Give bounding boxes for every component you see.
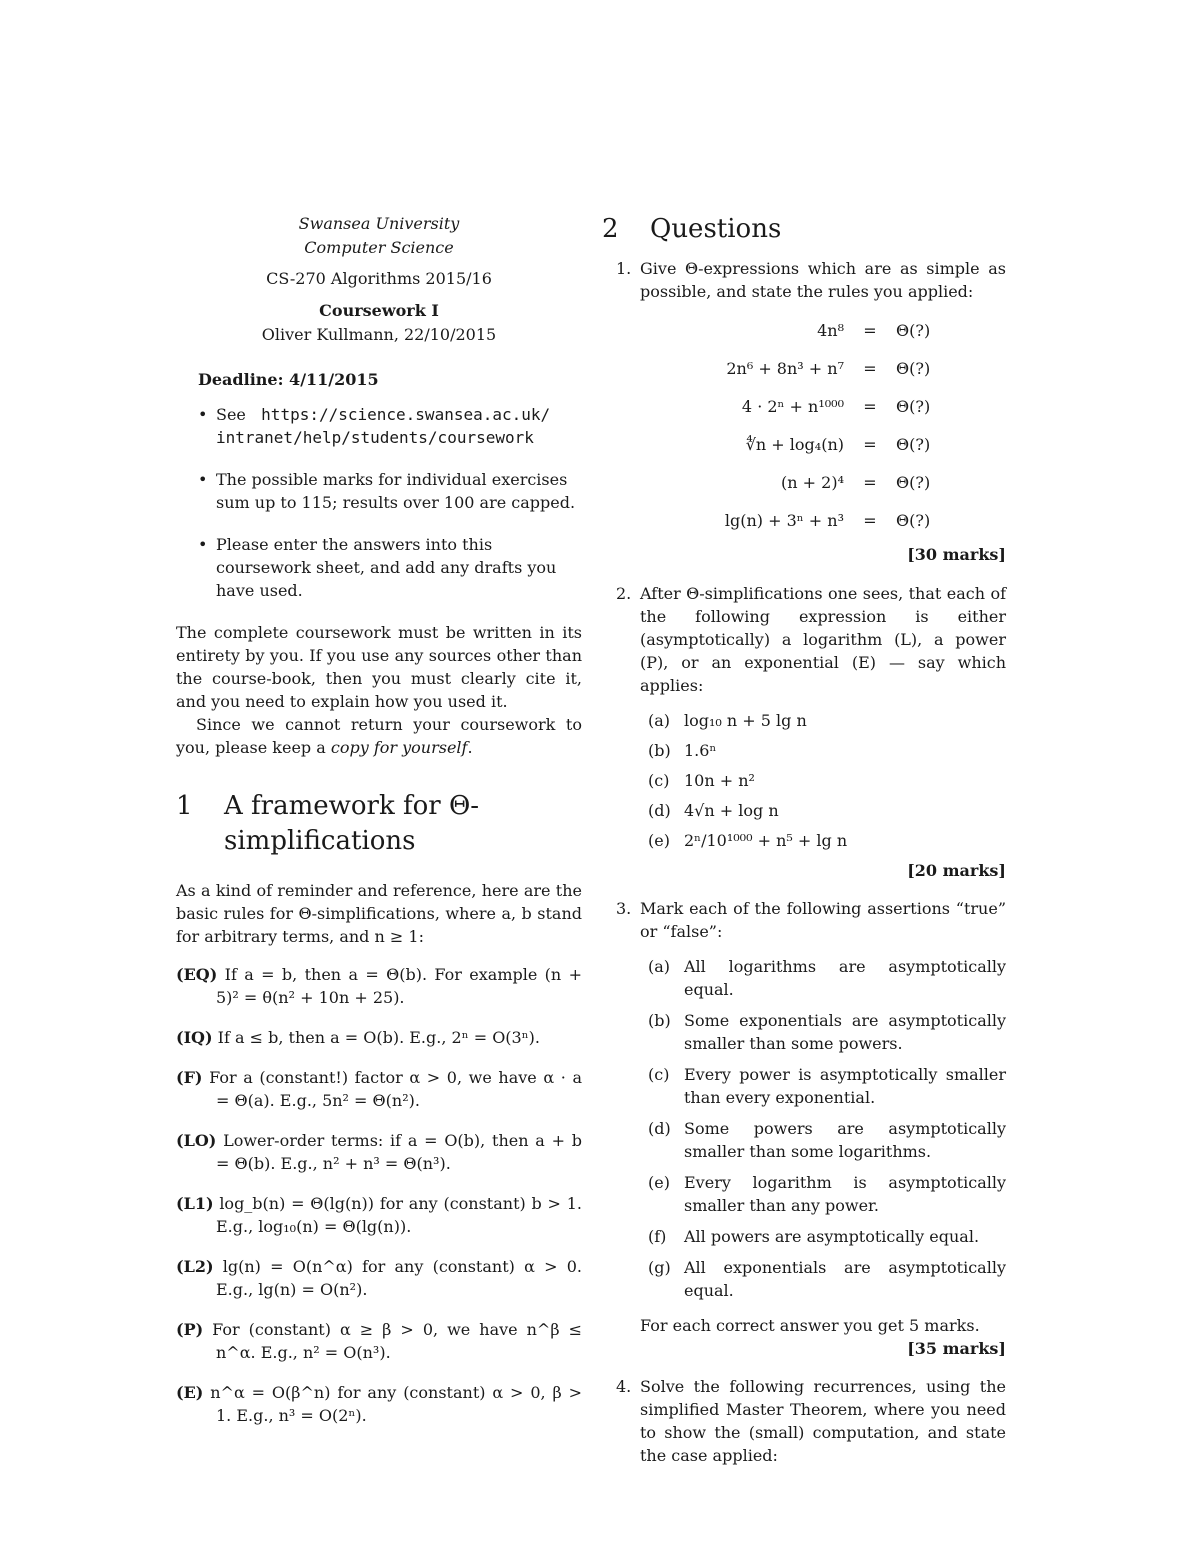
item-label: (g) [648, 1258, 671, 1277]
coursework-url-line1[interactable]: https://science.swansea.ac.uk/ [261, 405, 551, 424]
item-label: (b) [648, 741, 671, 760]
question-1-text: Give Θ-expressions which are as simple as possible, and state the rules you applied: [640, 259, 1006, 301]
item-text: All logarithms are asymptotically equal. [684, 957, 1006, 999]
equation-row [664, 501, 930, 539]
equation-rhs: Θ(?) [896, 434, 931, 454]
rule-tag: (F) [176, 1068, 203, 1087]
item-text: 4√n + log n [684, 801, 779, 820]
section-2-title: Questions [650, 214, 782, 244]
rule-f [176, 1066, 582, 1112]
question-3-text: Mark each of the following assertions “true” or “false”: [640, 899, 1006, 941]
list-item [640, 1256, 1006, 1302]
rule-iq [176, 1026, 582, 1049]
list-item [640, 829, 1006, 852]
equation-lhs: 2n⁶ + 8n³ + n⁷ [726, 358, 844, 378]
question-1 [602, 257, 1006, 303]
equation-rhs: Θ(?) [896, 396, 931, 416]
item-label: (e) [648, 1173, 670, 1192]
question-3 [602, 897, 1006, 1337]
rule-text: Lower-order terms: if a = O(b), then a + b = Θ(b). E.g., n² + n³ = Θ(n³). [216, 1131, 582, 1173]
rule-text: log_b(n) = Θ(lg(n)) for any (constant) b > 1. E.g., log₁₀(n) = Θ(lg(n)). [216, 1194, 582, 1236]
section-1-intro: As a kind of reminder and reference, here are the basic rules for Θ-simplifications, where a, b stand for arbitrary terms, and n ≥ 1: [176, 881, 582, 946]
item-label: (c) [648, 1065, 670, 1084]
rule-text: n^α = O(β^n) for any (constant) α > 0, β > 1. E.g., n³ = O(2ⁿ). [210, 1383, 583, 1425]
course-name: CS-270 Algorithms 2015/16 [266, 269, 492, 288]
equation-op: = [863, 396, 877, 416]
item-text: Every power is asymptotically smaller than every exponential. [684, 1065, 1006, 1107]
list-item [640, 769, 1006, 792]
equation-rhs: Θ(?) [896, 358, 931, 378]
equation-lhs: lg(n) + 3ⁿ + n³ [724, 510, 844, 530]
bullet-marks: • The possible marks for individual exercises sum up to 115; results over 100 are capped. [198, 468, 582, 514]
equation-rhs: Θ(?) [896, 510, 931, 530]
rule-tag: (L1) [176, 1194, 214, 1213]
info-bullets [198, 403, 582, 602]
equation-op: = [863, 434, 877, 454]
rules-list [176, 963, 582, 1427]
university-name: Swansea University [298, 214, 460, 233]
list-item [640, 709, 1006, 732]
rule-text: For (constant) α ≥ β > 0, we have n^β ≤ n^α. E.g., n² = O(n³). [212, 1320, 582, 1362]
item-label: (a) [648, 711, 671, 730]
question-4-text: Solve the following recurrences, using the simplified Master Theorem, where you need to show the (small) computation, and state the case applied: [640, 1377, 1006, 1465]
item-text: 2ⁿ/10¹⁰⁰⁰ + n⁵ + lg n [684, 831, 848, 850]
equation-op: = [863, 358, 877, 378]
rule-tag: (EQ) [176, 965, 218, 984]
list-item [640, 1171, 1006, 1217]
equation-op: = [863, 472, 877, 492]
bullet-see [198, 403, 582, 449]
section-2-number: 2 [602, 214, 619, 244]
coursework-url-line2[interactable]: intranet/help/students/coursework [216, 428, 534, 447]
item-text: All exponentials are asymptotically equal. [684, 1258, 1006, 1300]
intro-paragraph-1: The complete coursework must be written in its entirety by you. If you use any sources other than the course-book, then you must clearly cite it, and you need to explain how you used it. [176, 623, 582, 711]
intro-paragraph-2 [176, 713, 582, 759]
rule-eq [176, 963, 582, 1009]
equation-row [664, 311, 930, 349]
question-2-marks: [20 marks] [907, 861, 1006, 880]
item-label: (b) [648, 1011, 671, 1030]
question-1-marks: [30 marks] [907, 545, 1006, 564]
list-item [640, 1117, 1006, 1163]
rule-text: lg(n) = O(n^α) for any (constant) α > 0. E.g., lg(n) = O(n²). [216, 1257, 582, 1299]
section-1-heading [176, 789, 582, 859]
item-text: Some powers are asymptotically smaller than some logarithms. [684, 1119, 1006, 1161]
equation-rhs: Θ(?) [896, 472, 931, 492]
department-name: Computer Science [304, 238, 454, 257]
item-label: (d) [648, 801, 671, 820]
rule-text: If a ≤ b, then a = O(b). E.g., 2ⁿ = O(3ⁿ). [217, 1028, 540, 1047]
author-date: Oliver Kullmann, 22/10/2015 [261, 325, 497, 344]
item-text: 10n + n² [684, 771, 755, 790]
rule-tag: (LO) [176, 1131, 217, 1150]
question-number: 3. [616, 899, 632, 918]
rule-tag: (P) [176, 1320, 204, 1339]
rule-e [176, 1381, 582, 1427]
equation-op: = [863, 510, 877, 530]
title-block [176, 212, 582, 347]
bullet-enter: • Please enter the answers into this coursework sheet, and add any drafts you have used. [198, 533, 582, 602]
list-item [640, 1063, 1006, 1109]
rule-text: If a = b, then a = Θ(b). For example (n + 5)² = θ(n² + 10n + 25). [216, 965, 582, 1007]
section-1-number: 1 [176, 791, 193, 821]
item-label: (d) [648, 1119, 671, 1138]
question-2-text: After Θ-simplifications one sees, that each of the following expression is either (asymptotically) a logarithm (L), a power (P), or an exponential (E) — say which applies: [640, 584, 1006, 695]
list-item [640, 955, 1006, 1001]
equation-row [664, 463, 930, 501]
equation-lhs: 4 · 2ⁿ + n¹⁰⁰⁰ [741, 396, 844, 416]
question-3-items [640, 955, 1006, 1302]
item-text: log₁₀ n + 5 lg n [684, 711, 807, 730]
question-4 [602, 1375, 1006, 1467]
equation-row [664, 425, 930, 463]
question-number: 2. [616, 584, 632, 603]
rule-lo [176, 1129, 582, 1175]
item-label: (e) [648, 831, 670, 850]
list-item [640, 1009, 1006, 1055]
right-column [602, 212, 1006, 1467]
equation-lhs: ∜n + log₄(n) [745, 434, 844, 454]
rule-tag: (IQ) [176, 1028, 213, 1047]
equation-row [664, 349, 930, 387]
intro-p2-text: Since we cannot return your coursework to you, please keep a [176, 715, 582, 757]
rule-tag: (E) [176, 1383, 204, 1402]
left-column [176, 212, 582, 1444]
list-item [640, 1225, 1006, 1248]
equation-lhs: (n + 2)⁴ [781, 472, 844, 492]
equation-row [664, 387, 930, 425]
question-number: 4. [616, 1377, 632, 1396]
rule-tag: (L2) [176, 1257, 214, 1276]
question-3-marks: [35 marks] [907, 1339, 1006, 1358]
item-label: (c) [648, 771, 670, 790]
item-label: (a) [648, 957, 671, 976]
rule-p [176, 1318, 582, 1364]
deadline: Deadline: 4/11/2015 [198, 370, 379, 389]
question-number: 1. [616, 259, 632, 278]
item-text: 1.6ⁿ [684, 741, 717, 760]
item-label: (f) [648, 1227, 667, 1246]
item-text: All powers are asymptotically equal. [684, 1227, 980, 1246]
equation-rhs: Θ(?) [896, 320, 931, 340]
rule-text: For a (constant!) factor α > 0, we have α · a = Θ(a). E.g., 5n² = Θ(n²). [209, 1068, 582, 1110]
question-1-equations [664, 311, 930, 539]
item-text: Every logarithm is asymptotically smaller than any power. [684, 1173, 1006, 1215]
list-item [640, 739, 1006, 762]
equation-op: = [863, 320, 877, 340]
see-label: See [216, 405, 246, 424]
question-3-note: For each correct answer you get 5 marks. [640, 1316, 980, 1335]
section-2-heading [602, 212, 1006, 247]
copy-for-yourself: copy for yourself [330, 738, 468, 757]
section-1-title: A framework for Θ-simplifications [224, 791, 480, 856]
question-2-items [640, 709, 1006, 852]
rule-l2 [176, 1255, 582, 1301]
question-2 [602, 582, 1006, 852]
item-text: Some exponentials are asymptotically smaller than some powers. [684, 1011, 1006, 1053]
list-item [640, 799, 1006, 822]
coursework-title: Coursework I [319, 301, 439, 320]
rule-l1 [176, 1192, 582, 1238]
equation-lhs: 4n⁸ [817, 320, 844, 340]
intro-p2-end: . [467, 738, 473, 757]
